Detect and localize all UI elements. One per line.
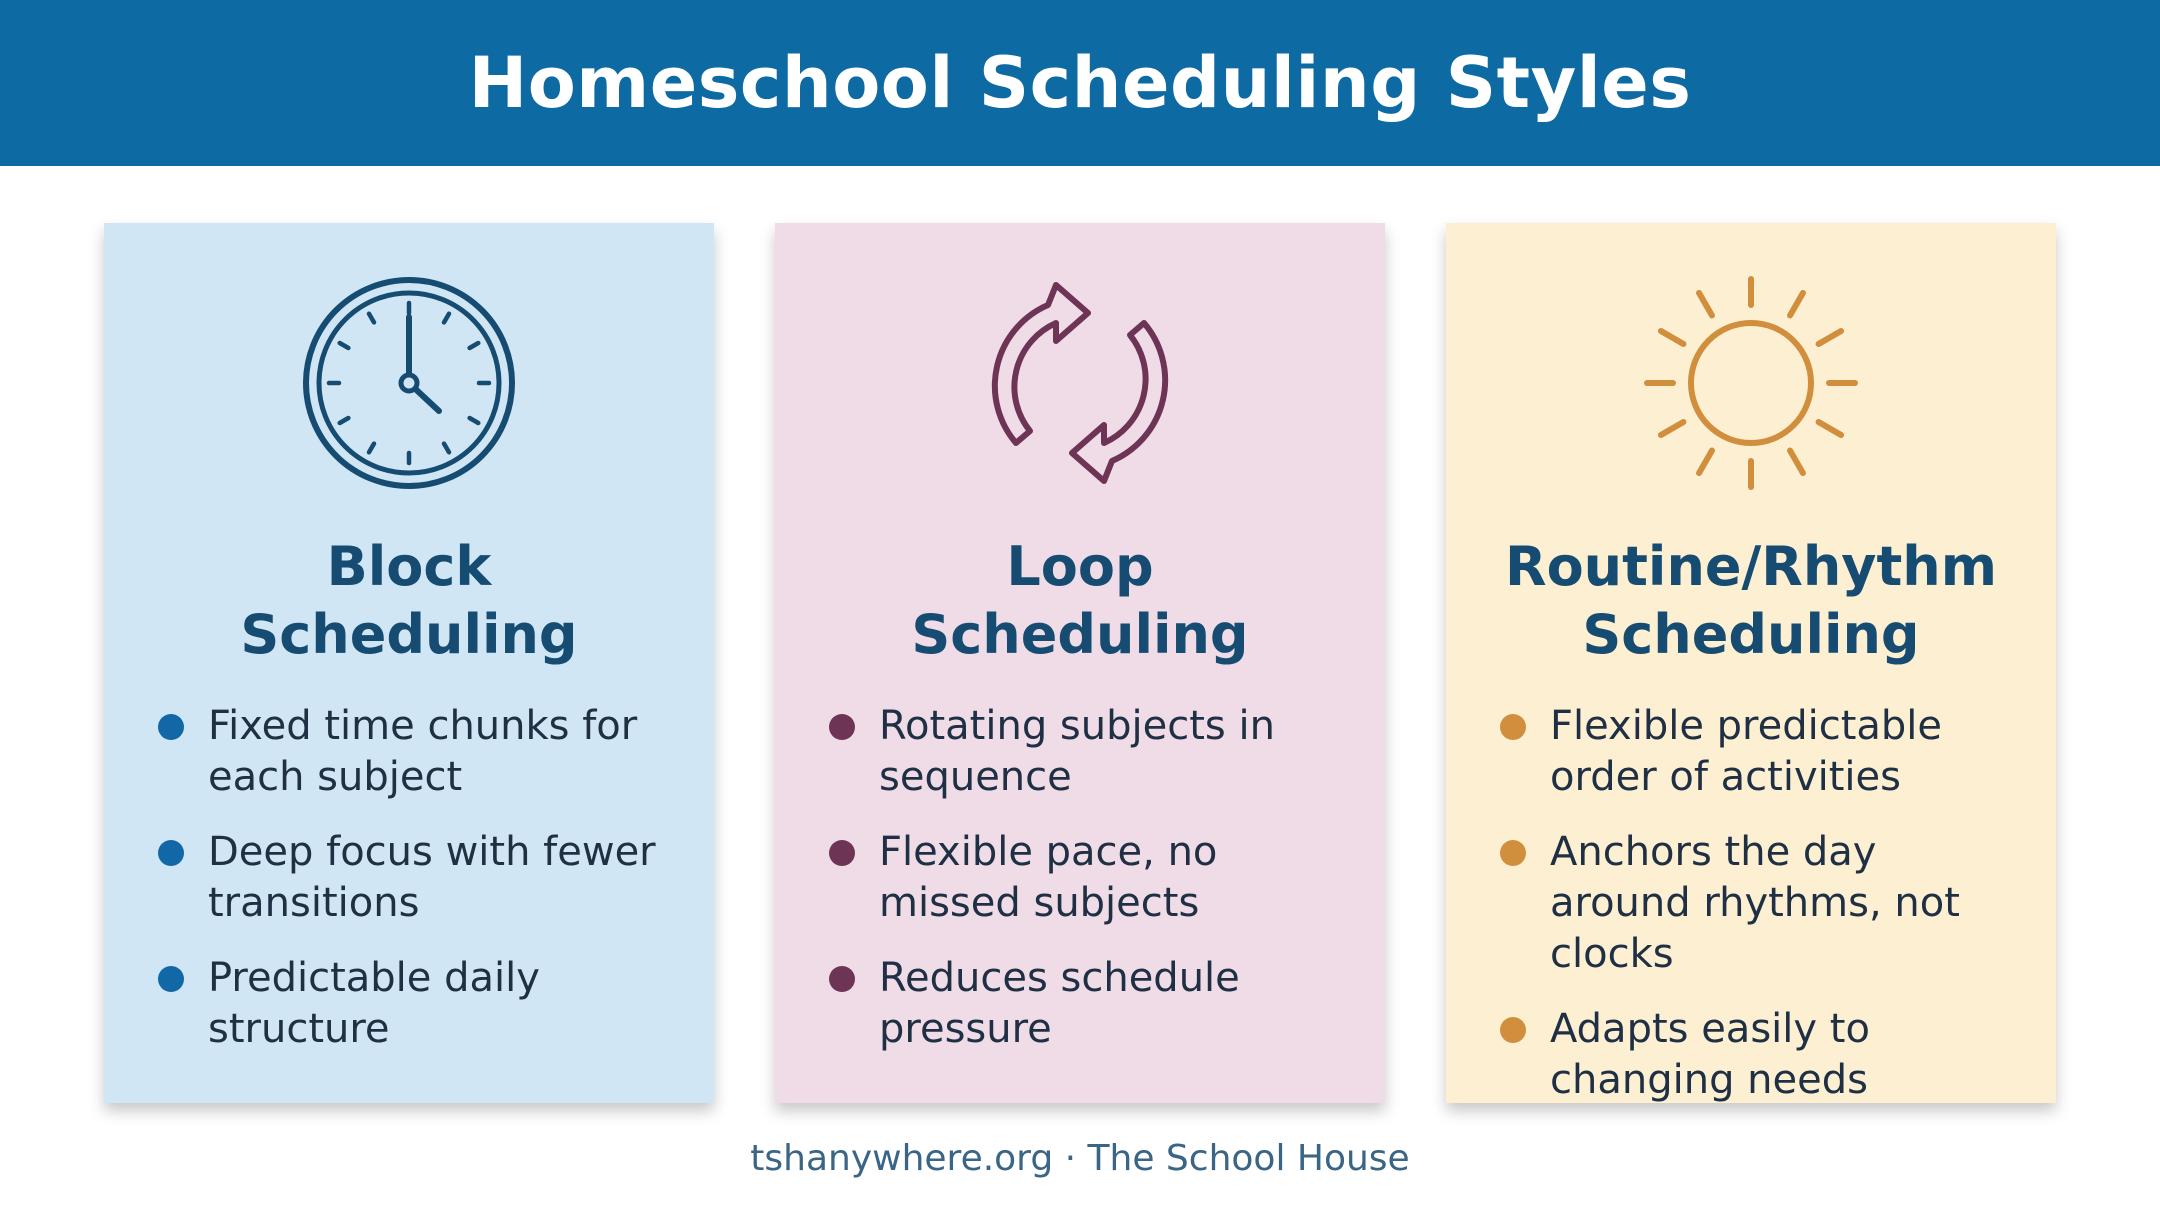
card-title (1446, 533, 2056, 669)
bullet-text: Flexible pace, no missed subjects (879, 829, 1218, 926)
bullet-list (104, 701, 714, 1079)
list-item (775, 827, 1385, 929)
clock-tick (369, 314, 374, 323)
sun-ray (1661, 422, 1684, 435)
clock-icon (299, 273, 519, 493)
list-item (1446, 827, 2056, 980)
list-item (104, 953, 714, 1055)
card-title-line: Scheduling (1582, 603, 1920, 666)
clock-tick (470, 343, 479, 348)
card-title-line: Loop (1006, 535, 1154, 598)
bullet-dot-icon (829, 714, 855, 740)
bullet-text: Rotating subjects in sequence (879, 703, 1275, 800)
sun-icon (1641, 273, 1861, 493)
bullet-dot-icon (1500, 840, 1526, 866)
list-item (775, 953, 1385, 1055)
sun-ray (1819, 331, 1842, 344)
clock-tick (470, 418, 479, 423)
card-title-line: Scheduling (911, 603, 1249, 666)
clock-tick (369, 444, 374, 453)
bullet-dot-icon (158, 840, 184, 866)
list-item (1446, 1004, 2056, 1106)
card-title-line: Routine/Rhythm (1505, 535, 1997, 598)
refresh-cycle-icon (970, 273, 1190, 493)
card-title-line: Scheduling (240, 603, 578, 666)
clock-tick (340, 343, 349, 348)
clock-tick (444, 444, 449, 453)
bullet-text: Anchors the day around rhythms, not clocks (1550, 829, 1960, 977)
card-loop-scheduling (775, 223, 1385, 1103)
sun-ray (1790, 451, 1803, 474)
clock-tick (340, 418, 349, 423)
bullet-dot-icon (158, 966, 184, 992)
sun-ray (1699, 293, 1712, 316)
card-routine-rhythm-scheduling (1446, 223, 2056, 1103)
sun-ray (1699, 451, 1712, 474)
card-title (775, 533, 1385, 669)
bullet-text: Fixed time chunks for each subject (208, 703, 638, 800)
sun-ray (1790, 293, 1803, 316)
footer-credit: tshanywhere.org · The School House (750, 1138, 1410, 1179)
bullet-text: Reduces schedule pressure (879, 955, 1240, 1052)
bullet-text: Deep focus with fewer transitions (208, 829, 656, 926)
card-title-line: Block (326, 535, 492, 598)
sun-ray (1819, 422, 1842, 435)
list-item (1446, 701, 2056, 803)
bullet-text: Flexible predictable order of activities (1550, 703, 1943, 800)
clock-tick (444, 314, 449, 323)
bullet-list (775, 701, 1385, 1079)
bullet-dot-icon (829, 840, 855, 866)
page-title: Homeschool Scheduling Styles (468, 42, 1692, 124)
list-item (775, 701, 1385, 803)
bullet-dot-icon (829, 966, 855, 992)
bullet-dot-icon (1500, 1017, 1526, 1043)
bullet-dot-icon (1500, 714, 1526, 740)
list-item (104, 701, 714, 803)
card-title (104, 533, 714, 669)
bullet-dot-icon (158, 714, 184, 740)
card-block-scheduling (104, 223, 714, 1103)
bullet-list (1446, 701, 2056, 1130)
header-banner (0, 0, 2160, 166)
sun-ray (1661, 331, 1684, 344)
bullet-text: Adapts easily to changing needs (1550, 1006, 1870, 1103)
bullet-text: Predictable daily structure (208, 955, 540, 1052)
list-item (104, 827, 714, 929)
